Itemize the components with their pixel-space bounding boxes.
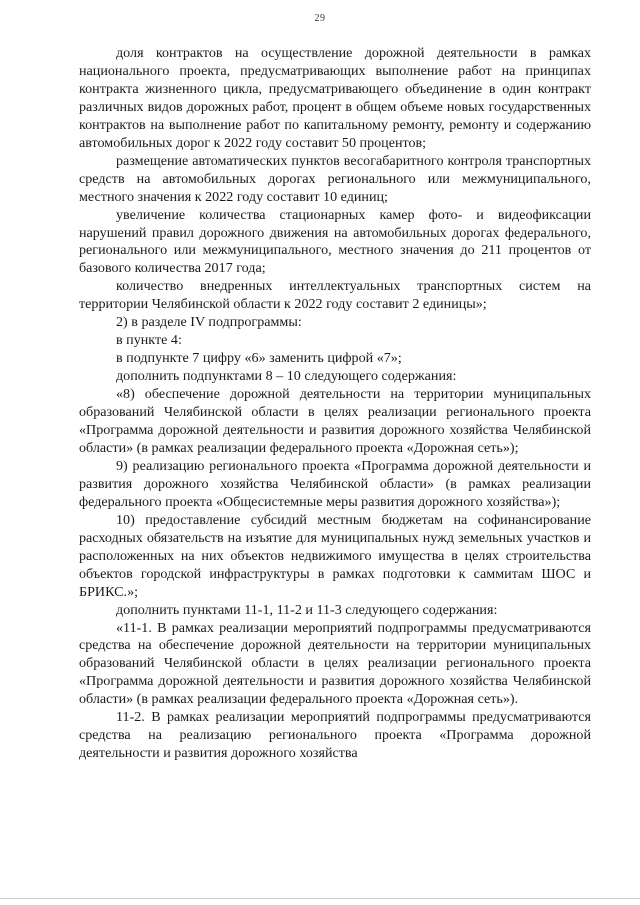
paragraph: дополнить пунктами 11-1, 11-2 и 11-3 следующего содержания:	[116, 601, 498, 618]
paragraph: 2) в разделе IV подпрограммы:	[116, 314, 302, 331]
paragraph: 9) реализацию регионального проекта «Программа дорожной деятельности и развития дорожного хозяйства Челябинской области» (в рамках реализации федерального проекта «Общесистемные меры развития дорожного хозяйства»);	[79, 457, 591, 510]
paragraph: «11-1. В рамках реализации мероприятий подпрограммы предусматриваются средства на обеспечение дорожной деятельности на территории муниципальных образований Челябинской области в целях реализации регионального проекта «Программа дорожной деятельности и развития дорожного хозяйства Челябинской области» (в рамках реализации федерального проекта «Дорожная сеть»).	[79, 619, 591, 708]
paragraph: в пункте 4:	[116, 332, 182, 349]
paragraph: размещение автоматических пунктов весогабаритного контроля транспортных средств на автомобильных дорогах регионального или межмуниципального, местного значения к 2022 году составит 10 единиц;	[79, 152, 591, 205]
paragraph: «8) обеспечение дорожной деятельности на территории муниципальных образований Челябинской области в целях реализации регионального проекта «Программа дорожной деятельности и развития дорожного хозяйства Челябинской области» (в рамках реализации федерального проекта «Дорожная сеть»);	[79, 386, 591, 456]
paragraph: 11-2. В рамках реализации мероприятий подпрограммы предусматриваются средства на реализацию регионального проекта «Программа дорожной деятельности и развития дорожного хозяйства	[79, 709, 591, 762]
paragraph: количество внедренных интеллектуальных транспортных систем на территории Челябинской области к 2022 году составит 2 единицы»;	[79, 278, 591, 313]
paragraph: доля контрактов на осуществление дорожной деятельности в рамках национального проекта, предусматривающих выполнение работ на принципах контракта жизненного цикла, предусматривающего объединение в один контракт различных видов дорожных работ, процент в общем объеме новых государственных контрактов на выполнение работ по капитальному ремонту, ремонту и содержанию автомобильных дорог к 2022 году составит 50 процентов;	[79, 45, 591, 151]
document-body	[79, 45, 591, 763]
paragraph: дополнить подпунктами 8 – 10 следующего содержания:	[116, 368, 457, 385]
scan-edge-line	[0, 898, 640, 899]
paragraph: в подпункте 7 цифру «6» заменить цифрой «7»;	[116, 350, 402, 367]
page-number: 29	[314, 13, 326, 24]
paragraph: увеличение количества стационарных камер фото- и видеофиксации нарушений правил дорожного движения на автомобильных дорогах федерального, регионального или межмуниципального, местного значения до 211 процентов от базового количества 2017 года;	[79, 206, 591, 277]
paragraph: 10) предоставление субсидий местным бюджетам на софинансирование расходных обязательств на изъятие для муниципальных нужд земельных участков и расположенных на них объектов недвижимого имущества в целях строительства объектов городской инфраструктуры в рамках подготовки к саммитам ШОС и БРИКС.»;	[79, 511, 591, 600]
